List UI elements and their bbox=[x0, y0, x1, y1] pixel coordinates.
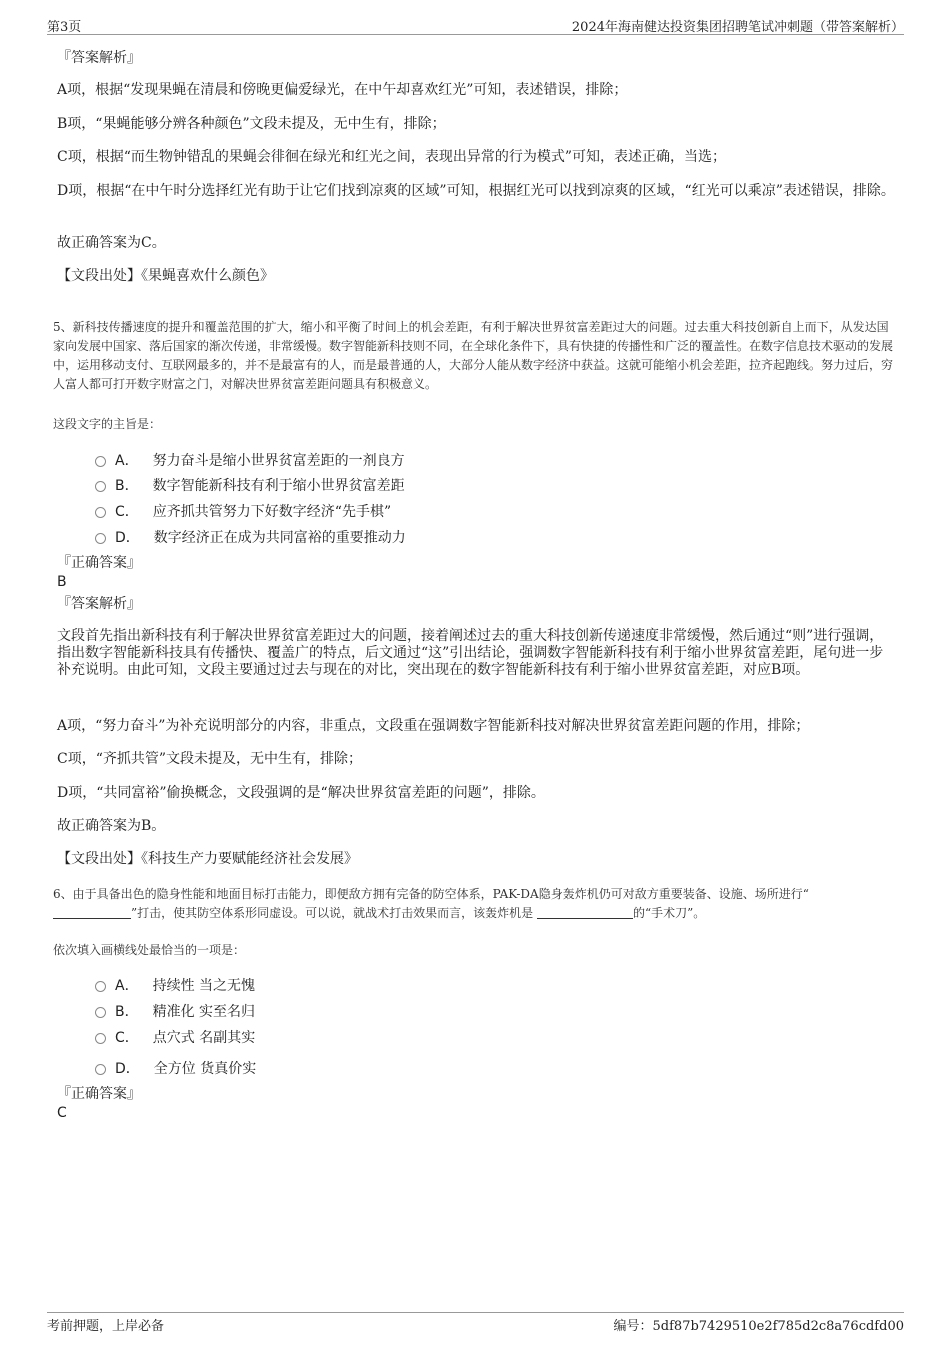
analysis-conclusion: 故正确答案为C。 bbox=[57, 235, 166, 251]
fill-blank-2 bbox=[537, 906, 633, 919]
question-6-text: 6、由于具备出色的隐身性能和地面目标打击能力，即便敌方拥有完备的防空体系，PAK-DA隐身轰炸机仍可对敌方重要装备、设施、场所进行“ ”打击，使其防空体系形同虚设。可以说，就战术打击效果而言，该轰炸机是 的“手术刀”。 bbox=[53, 887, 809, 920]
q6-option-a[interactable]: A． 持续性 当之无愧 bbox=[95, 975, 255, 995]
q5-option-b[interactable]: B． 数字智能新科技有利于缩小世界贫富差距 bbox=[95, 475, 405, 495]
correct-answer-label: 『正确答案』 bbox=[57, 555, 141, 571]
footer-slogan: 考前押题，上岸必备 bbox=[47, 1319, 165, 1334]
analysis-conclusion: 故正确答案为B。 bbox=[57, 818, 166, 834]
passage-source: 【文段出处】《科技生产力要赋能经济社会发展》 bbox=[57, 851, 358, 867]
radio-button[interactable] bbox=[95, 507, 106, 518]
page-number: 第3页 bbox=[47, 20, 82, 35]
document-id: 编号：5df87b7429510e2f785d2c8a76cdfd00 bbox=[613, 1319, 904, 1334]
q6-option-d[interactable]: D． 全方位 货真价实 bbox=[95, 1058, 256, 1078]
page-header bbox=[47, 14, 904, 35]
analysis-label: 『答案解析』 bbox=[57, 596, 141, 612]
question-5-text: 5、新科技传播速度的提升和覆盖范围的扩大，缩小和平衡了时间上的机会差距，有利于解决世界贫富差距过大的问题。过去重大科技创新自上而下，从发达国家向发展中国家、落后国家的渐次传递，非常缓慢。数字智能新科技则不同，在全球化条件下，具有快捷的传播性和广泛的覆盖性。在数字信息技术驱动的发展中，运用移动支付、互联网最多的，并不是最富有的人，而是最普通的人，大部分人能从数字经济中获益。这就可能缩小机会差距，拉齐起跑线。努力过后，穷人富人都可打开数字财富之门，对解决世界贫富差距问题具有积极意义。 bbox=[53, 320, 894, 391]
question-5-stem: 这段文字的主旨是： bbox=[53, 417, 162, 431]
radio-button[interactable] bbox=[95, 1007, 106, 1018]
radio-button[interactable] bbox=[95, 533, 106, 544]
radio-button[interactable] bbox=[95, 481, 106, 492]
radio-button[interactable] bbox=[95, 981, 106, 992]
q5-option-c[interactable]: C． 应齐抓共管努力下好数字经济“先手棋” bbox=[95, 501, 391, 521]
q5-option-d[interactable]: D． 数字经济正在成为共同富裕的重要推动力 bbox=[95, 527, 406, 547]
radio-button[interactable] bbox=[95, 456, 106, 467]
analysis-b: B项，“果蝇能够分辨各种颜色”文段未提及，无中生有，排除； bbox=[57, 116, 446, 132]
correct-answer-label: 『正确答案』 bbox=[57, 1086, 141, 1102]
analysis-c: C项，根据“而生物钟错乱的果蝇会徘徊在绿光和红光之间，表现出异常的行为模式”可知，表述正确，当选； bbox=[57, 149, 727, 165]
analysis-a: A项，“努力奋斗”为补充说明部分的内容，非重点，文段重在强调数字智能新科技对解决世界贫富差距问题的作用，排除； bbox=[57, 718, 810, 734]
analysis-label: 『答案解析』 bbox=[57, 50, 141, 66]
document-title: 2024年海南健达投资集团招聘笔试冲刺题（带答案解析） bbox=[571, 20, 904, 35]
q6-option-c[interactable]: C． 点穴式 名副其实 bbox=[95, 1027, 255, 1047]
radio-button[interactable] bbox=[95, 1033, 106, 1044]
question-6-stem: 依次填入画横线处最恰当的一项是： bbox=[53, 943, 246, 957]
analysis-d: D项，“共同富裕”偷换概念，文段强调的是“解决世界贫富差距的问题”，排除。 bbox=[57, 785, 545, 801]
correct-answer: B bbox=[57, 574, 67, 590]
fill-blank-1 bbox=[53, 906, 131, 919]
page-footer bbox=[47, 1312, 904, 1334]
q5-option-a[interactable]: A． 努力奋斗是缩小世界贫富差距的一剂良方 bbox=[95, 450, 405, 470]
radio-button[interactable] bbox=[95, 1064, 106, 1075]
analysis-c: C项，“齐抓共管”文段未提及，无中生有，排除； bbox=[57, 751, 363, 767]
q6-option-b[interactable]: B． 精准化 实至名归 bbox=[95, 1001, 255, 1021]
analysis-d: D项，根据“在中午时分选择红光有助于让它们找到凉爽的区域”可知，根据红光可以找到凉爽的区域，“红光可以乘凉”表述错误，排除。 bbox=[57, 183, 895, 199]
analysis-body: 文段首先指出新科技有利于解决世界贫富差距过大的问题，接着阐述过去的重大科技创新传递速度非常缓慢，然后通过“则”进行强调，指出数字智能新科技具有传播快、覆盖广的特点，后文通过“这”引出结论，强调数字智能新科技有利于缩小世界贫富差距，尾句进一步补充说明。由此可知，文段主要通过过去与现在的对比，突出现在的数字智能新科技有利于缩小世界贫富差距，对应B项。 bbox=[57, 628, 884, 678]
correct-answer: C bbox=[57, 1105, 67, 1121]
passage-source: 【文段出处】《果蝇喜欢什么颜色》 bbox=[57, 268, 274, 284]
analysis-a: A项，根据“发现果蝇在清晨和傍晚更偏爱绿光，在中午却喜欢红光”可知，表述错误，排除； bbox=[57, 82, 628, 98]
